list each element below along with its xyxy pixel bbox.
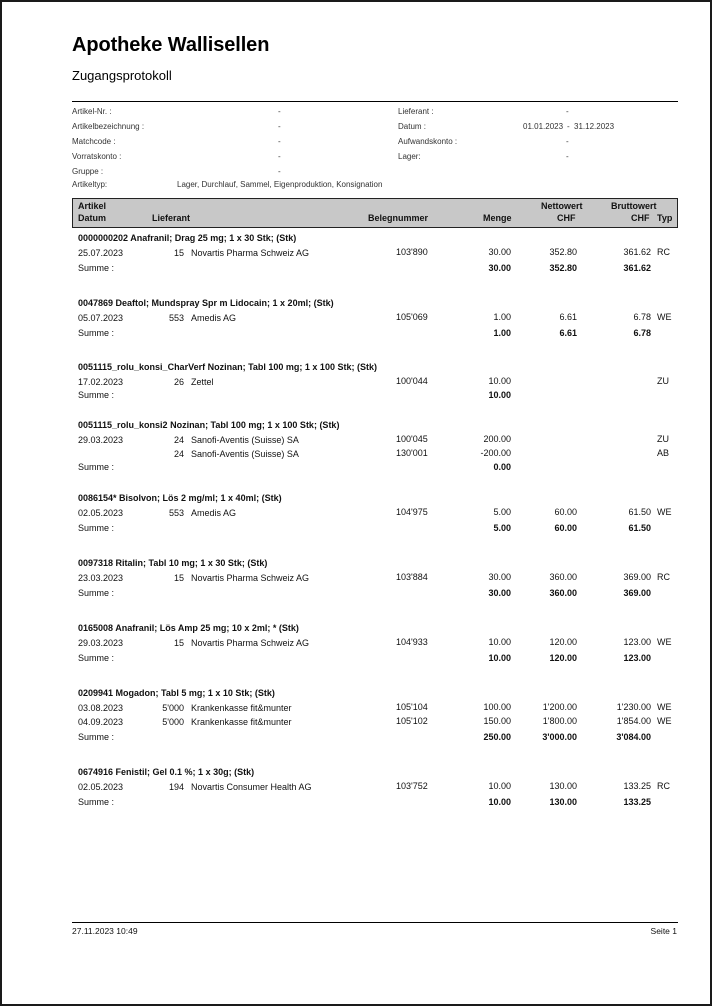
row-bruttowert: 123.00 [623, 637, 651, 647]
col-bruttowert-chf: CHF [631, 213, 650, 223]
row-typ: WE [657, 702, 672, 712]
row-lieferant: Krankenkasse fit&munter [191, 703, 292, 713]
row-datum: 25.07.2023 [78, 248, 124, 258]
sum-menge: 250.00 [483, 732, 511, 742]
criteria-label: Matchcode : [72, 137, 116, 146]
row-nettowert: 360.00 [549, 572, 577, 582]
article-heading: 0674916 Fenistil; Gel 0.1 %; 1 x 30g; (Stk) [78, 767, 255, 777]
article-heading: 0000000202 Anafranil; Drag 25 mg; 1 x 30 Stk; (Stk) [78, 233, 297, 243]
row-lieferant: Amedis AG [191, 508, 237, 518]
row-bruttowert: 1'230.00 [616, 702, 651, 712]
row-menge: 10.00 [488, 376, 511, 386]
col-bruttowert: Bruttowert [611, 201, 657, 211]
row-bruttowert: 133.25 [623, 781, 651, 791]
col-menge: Menge [483, 213, 512, 223]
row-datum: 04.09.2023 [78, 717, 124, 727]
col-belegnummer: Belegnummer [368, 213, 429, 223]
row-menge: 10.00 [488, 637, 511, 647]
row-belegnummer: 104'975 [396, 507, 428, 517]
row-datum: 29.03.2023 [78, 638, 124, 648]
row-menge: -200.00 [480, 448, 511, 458]
row-menge: 5.00 [493, 507, 511, 517]
row-belegnummer: 104'933 [396, 637, 428, 647]
row-bruttowert: 361.62 [623, 247, 651, 257]
row-bruttowert: 369.00 [623, 572, 651, 582]
criteria-value: - [566, 152, 569, 161]
summe-label: Summe : [78, 732, 115, 742]
row-lieferant: Zettel [191, 377, 214, 387]
sum-bruttowert: 133.25 [623, 797, 651, 807]
row-typ: ZU [657, 434, 669, 444]
row-lieferant-nr: 15 [173, 248, 184, 258]
row-lieferant-nr: 5'000 [162, 717, 184, 727]
article-heading: 0209941 Mogadon; Tabl 5 mg; 1 x 10 Stk; (Stk) [78, 688, 275, 698]
criteria-value: - [278, 167, 281, 176]
sum-menge: 30.00 [488, 588, 511, 598]
row-menge: 100.00 [483, 702, 511, 712]
row-lieferant-nr: 24 [173, 449, 184, 459]
criteria-value: - [278, 107, 281, 116]
row-typ: AB [657, 448, 670, 458]
row-lieferant-nr: 26 [173, 377, 184, 387]
report-title: Apotheke Wallisellen [72, 34, 270, 56]
article-heading: 0047869 Deaftol; Mundspray Spr m Lidocain; 1 x 20ml; (Stk) [78, 298, 334, 308]
header-divider [72, 101, 678, 102]
row-belegnummer: 103'752 [396, 781, 428, 791]
row-lieferant: Sanofi-Aventis (Suisse) SA [191, 449, 299, 459]
summe-label: Summe : [78, 390, 115, 400]
row-bruttowert: 6.78 [633, 312, 651, 322]
row-lieferant: Krankenkasse fit&munter [191, 717, 292, 727]
summe-label: Summe : [78, 462, 115, 472]
row-lieferant: Amedis AG [191, 313, 237, 323]
footer-page-number: Seite 1 [650, 926, 677, 936]
row-belegnummer: 105'102 [396, 716, 428, 726]
row-menge: 10.00 [488, 781, 511, 791]
criteria-label: Artikelbezeichnung : [72, 122, 145, 131]
sum-menge: 10.00 [488, 797, 511, 807]
row-belegnummer: 100'045 [396, 434, 428, 444]
date-to: 31.12.2023 [574, 122, 615, 131]
row-datum: 23.03.2023 [78, 573, 124, 583]
row-menge: 150.00 [483, 716, 511, 726]
row-lieferant: Novartis Pharma Schweiz AG [191, 638, 310, 648]
row-lieferant: Novartis Pharma Schweiz AG [191, 573, 310, 583]
criteria-value: - [278, 122, 281, 131]
criteria-label: Artikel-Nr. : [72, 107, 112, 116]
summe-label: Summe : [78, 797, 115, 807]
criteria-label: Gruppe : [72, 167, 104, 176]
sum-bruttowert: 369.00 [623, 588, 651, 598]
sum-nettowert: 6.61 [559, 328, 577, 338]
row-belegnummer: 130'001 [396, 448, 428, 458]
footer-timestamp: 27.11.2023 10:49 [72, 926, 138, 936]
sum-bruttowert: 123.00 [623, 653, 651, 663]
col-lieferant: Lieferant [152, 213, 191, 223]
row-belegnummer: 100'044 [396, 376, 428, 386]
table-header [72, 198, 678, 228]
row-bruttowert: 61.50 [628, 507, 651, 517]
row-typ: ZU [657, 376, 669, 386]
row-lieferant-nr: 15 [173, 638, 184, 648]
criteria-value: - [566, 137, 569, 146]
criteria-value: Lager, Durchlauf, Sammel, Eigenproduktion, Konsignation [177, 180, 383, 189]
row-datum: 29.03.2023 [78, 435, 124, 445]
sum-bruttowert: 361.62 [623, 263, 651, 273]
date-from: 01.01.2023 [523, 122, 564, 131]
sum-menge: 10.00 [488, 390, 511, 400]
row-lieferant-nr: 24 [173, 435, 184, 445]
row-typ: WE [657, 312, 672, 322]
sum-menge: 10.00 [488, 653, 511, 663]
row-lieferant: Sanofi-Aventis (Suisse) SA [191, 435, 299, 445]
row-belegnummer: 105'069 [396, 312, 428, 322]
row-lieferant: Novartis Consumer Health AG [191, 782, 312, 792]
col-nettowert-chf: CHF [557, 213, 576, 223]
sum-nettowert: 352.80 [549, 263, 577, 273]
row-datum: 17.02.2023 [78, 377, 124, 387]
sum-bruttowert: 61.50 [628, 523, 651, 533]
row-nettowert: 120.00 [549, 637, 577, 647]
sum-bruttowert: 6.78 [633, 328, 651, 338]
sum-nettowert: 360.00 [549, 588, 577, 598]
sum-menge: 30.00 [488, 263, 511, 273]
criteria-label: Vorratskonto : [72, 152, 122, 161]
sum-menge: 0.00 [493, 462, 511, 472]
col-artikel: Artikel [78, 201, 107, 211]
article-heading: 0097318 Ritalin; Tabl 10 mg; 1 x 30 Stk; (Stk) [78, 558, 268, 568]
row-menge: 200.00 [483, 434, 511, 444]
date-separator: - [567, 122, 570, 131]
row-belegnummer: 105'104 [396, 702, 428, 712]
row-menge: 30.00 [488, 572, 511, 582]
criteria-value: - [278, 137, 281, 146]
row-nettowert: 130.00 [549, 781, 577, 791]
col-typ: Typ [657, 213, 673, 223]
article-heading: 0051115_rolu_konsi2 Nozinan; Tabl 100 mg; 1 x 100 Stk; (Stk) [78, 420, 340, 430]
row-lieferant-nr: 553 [168, 508, 184, 518]
row-lieferant-nr: 15 [173, 573, 184, 583]
sum-menge: 1.00 [493, 328, 511, 338]
row-nettowert: 60.00 [554, 507, 577, 517]
summe-label: Summe : [78, 523, 115, 533]
sum-menge: 5.00 [493, 523, 511, 533]
summe-label: Summe : [78, 588, 115, 598]
criteria-value: - [278, 152, 281, 161]
row-menge: 1.00 [493, 312, 511, 322]
criteria-label: Artikeltyp: [72, 180, 108, 189]
row-lieferant-nr: 5'000 [162, 703, 184, 713]
row-typ: RC [657, 781, 670, 791]
criteria-label: Aufwandskonto : [398, 137, 458, 146]
row-bruttowert: 1'854.00 [616, 716, 651, 726]
row-menge: 30.00 [488, 247, 511, 257]
row-lieferant: Novartis Pharma Schweiz AG [191, 248, 310, 258]
row-typ: WE [657, 716, 672, 726]
row-nettowert: 1'800.00 [542, 716, 577, 726]
row-belegnummer: 103'890 [396, 247, 428, 257]
criteria-label: Datum : [398, 122, 427, 131]
criteria-value: - [566, 107, 569, 116]
row-typ: RC [657, 247, 670, 257]
row-nettowert: 352.80 [549, 247, 577, 257]
article-heading: 0086154* Bisolvon; Lös 2 mg/ml; 1 x 40ml; (Stk) [78, 493, 282, 503]
row-typ: WE [657, 637, 672, 647]
row-nettowert: 6.61 [559, 312, 577, 322]
row-lieferant-nr: 194 [168, 782, 184, 792]
row-belegnummer: 103'884 [396, 572, 428, 582]
article-heading: 0165008 Anafranil; Lös Amp 25 mg; 10 x 2ml; * (Stk) [78, 623, 299, 633]
col-datum: Datum [78, 213, 107, 223]
row-datum: 03.08.2023 [78, 703, 124, 713]
summe-label: Summe : [78, 328, 115, 338]
row-lieferant-nr: 553 [168, 313, 184, 323]
summe-label: Summe : [78, 263, 115, 273]
article-heading: 0051115_rolu_konsi_CharVerf Nozinan; Tabl 100 mg; 1 x 100 Stk; (Stk) [78, 362, 377, 372]
summe-label: Summe : [78, 653, 115, 663]
row-datum: 02.05.2023 [78, 782, 124, 792]
row-nettowert: 1'200.00 [542, 702, 577, 712]
sum-nettowert: 120.00 [549, 653, 577, 663]
row-datum: 02.05.2023 [78, 508, 124, 518]
sum-nettowert: 130.00 [549, 797, 577, 807]
row-typ: RC [657, 572, 670, 582]
sum-bruttowert: 3'084.00 [616, 732, 651, 742]
sum-nettowert: 60.00 [554, 523, 577, 533]
sum-nettowert: 3'000.00 [542, 732, 577, 742]
row-typ: WE [657, 507, 672, 517]
report-subtitle: Zugangsprotokoll [72, 68, 172, 83]
col-nettowert: Nettowert [541, 201, 583, 211]
criteria-label: Lieferant : [398, 107, 434, 116]
footer-divider [72, 922, 678, 923]
row-datum: 05.07.2023 [78, 313, 124, 323]
criteria-label: Lager: [398, 152, 421, 161]
